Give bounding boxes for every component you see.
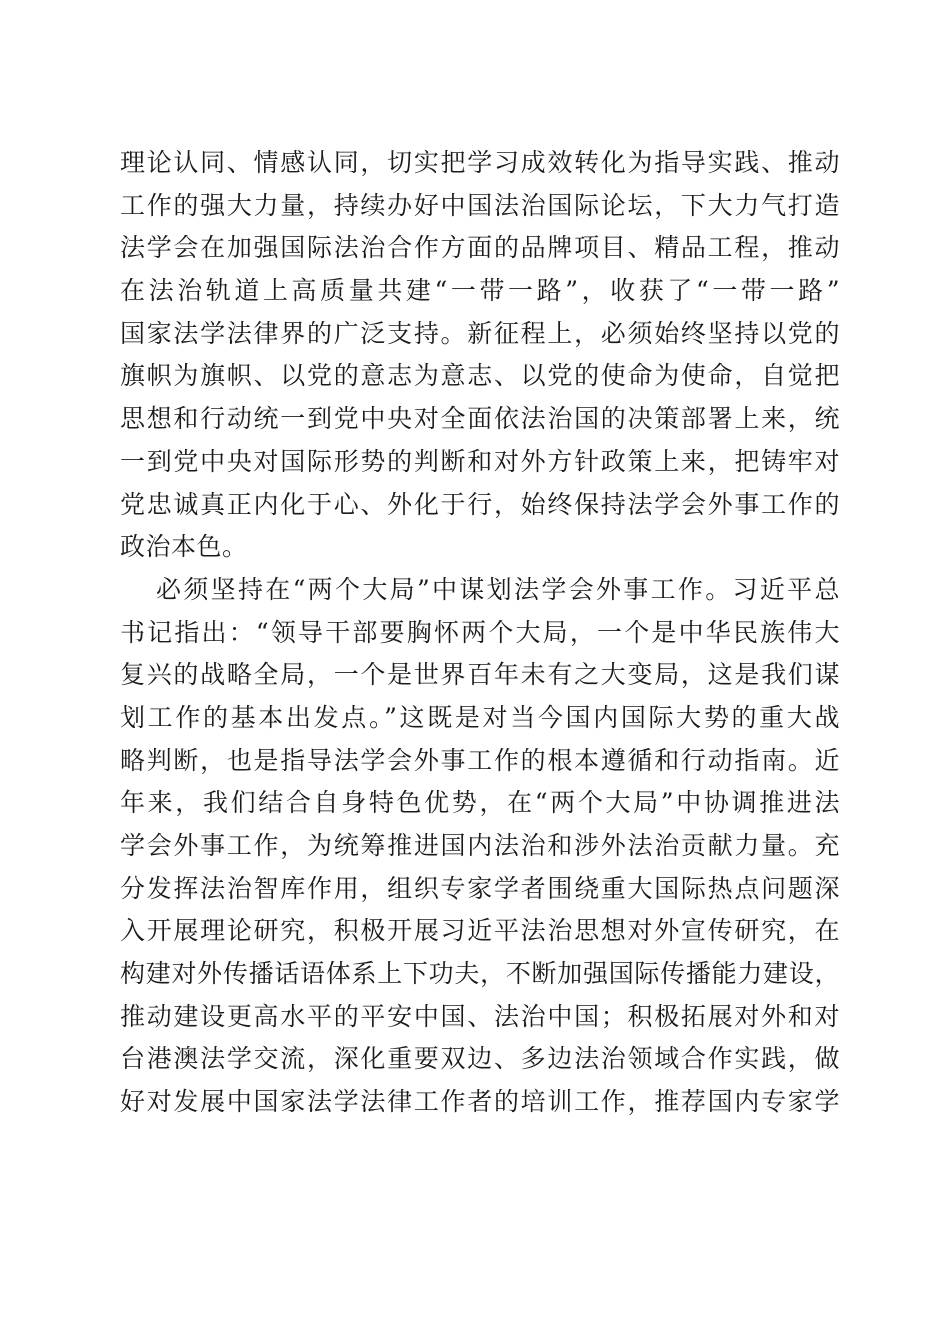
text-line: 必须坚持在“两个大局”中谋划法学会外事工作。习近平总: [156, 574, 840, 604]
text-line: 理论认同、情感认同，切实把学习成效转化为指导实践、推动: [120, 148, 840, 177]
text-line: 入开展理论研究，积极开展习近平法治思想对外宣传研究，在: [120, 916, 840, 946]
text-line: 在法治轨道上高质量共建“一带一路”，收获了“一带一路”: [120, 276, 840, 306]
text-line: 好对发展中国家法学法律工作者的培训工作，推荐国内专家学: [120, 1087, 840, 1117]
text-line: 法学会在加强国际法治合作方面的品牌项目、精品工程，推动: [120, 233, 840, 263]
text-line: 划工作的基本出发点。”这既是对当今国内国际大势的重大战: [120, 702, 840, 732]
text-line: 书记指出：“领导干部要胸怀两个大局，一个是中华民族伟大: [120, 617, 840, 647]
text-line: 台港澳法学交流，深化重要双边、多边法治领域合作实践，做: [120, 1044, 840, 1074]
text-line: 思想和行动统一到党中央对全面依法治国的决策部署上来，统: [120, 404, 840, 434]
text-line: 旗帜为旗帜、以党的意志为意志、以党的使命为使命，自觉把: [120, 361, 840, 391]
text-line: 略判断，也是指导法学会外事工作的根本遵循和行动指南。近: [120, 745, 840, 775]
text-line: 党忠诚真正内化于心、外化于行，始终保持法学会外事工作的: [120, 489, 840, 519]
text-line: 构建对外传播话语体系上下功夫，不断加强国际传播能力建设，: [120, 959, 840, 989]
text-line: 国家法学法律界的广泛支持。新征程上，必须始终坚持以党的: [120, 318, 840, 348]
text-line: 年来，我们结合自身特色优势，在“两个大局”中协调推进法: [120, 788, 840, 818]
text-line: 分发挥法治智库作用，组织专家学者围绕重大国际热点问题深: [120, 873, 840, 903]
text-line: 推动建设更高水平的平安中国、法治中国；积极拓展对外和对: [120, 1001, 840, 1031]
body-text: [120, 142, 840, 1124]
text-line: 政治本色。: [120, 532, 248, 562]
text-line: 一到党中央对国际形势的判断和对外方针政策上来，把铸牢对: [120, 446, 840, 476]
text-line: 学会外事工作，为统筹推进国内法治和涉外法治贡献力量。充: [120, 831, 840, 860]
text-line: 复兴的战略全局，一个是世界百年未有之大变局，这是我们谋: [120, 660, 840, 690]
text-line: 工作的强大力量，持续办好中国法治国际论坛，下大力气打造: [120, 190, 840, 220]
